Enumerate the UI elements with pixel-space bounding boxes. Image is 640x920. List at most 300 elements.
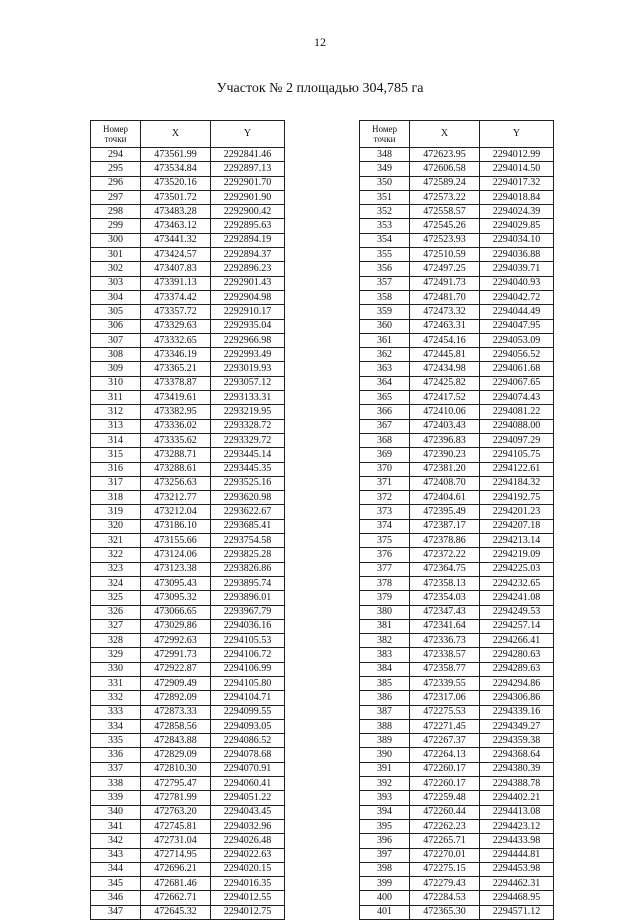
x-coordinate-cell: 473155.66 (141, 534, 211, 548)
point-number-cell: 385 (360, 676, 410, 690)
point-number-cell: 330 (91, 662, 141, 676)
y-coordinate-cell: 2294042.72 (480, 290, 554, 304)
table-row (91, 476, 285, 490)
x-coordinate-cell: 472267.37 (410, 734, 480, 748)
y-coordinate-cell: 2294056.52 (480, 348, 554, 362)
x-coordinate-cell: 473561.99 (141, 148, 211, 162)
table-row (91, 376, 285, 390)
point-number-cell: 298 (91, 205, 141, 219)
x-coordinate-cell: 472892.09 (141, 691, 211, 705)
point-number-cell: 343 (91, 848, 141, 862)
x-coordinate-cell: 472262.23 (410, 819, 480, 833)
y-coordinate-cell: 2294024.39 (480, 205, 554, 219)
point-number-cell: 370 (360, 462, 410, 476)
y-coordinate-cell: 2294213.14 (480, 534, 554, 548)
point-number-cell: 309 (91, 362, 141, 376)
y-coordinate-cell: 2293133.31 (211, 391, 285, 405)
x-coordinate-cell: 472463.31 (410, 319, 480, 333)
y-coordinate-cell: 2294047.95 (480, 319, 554, 333)
x-coordinate-cell: 472781.99 (141, 791, 211, 805)
point-number-cell: 367 (360, 419, 410, 433)
table-row (91, 290, 285, 304)
x-coordinate-cell: 473483.28 (141, 205, 211, 219)
y-coordinate-cell: 2294032.96 (211, 819, 285, 833)
y-coordinate-cell: 2294453.98 (480, 862, 554, 876)
y-coordinate-cell: 2294444.81 (480, 848, 554, 862)
x-coordinate-cell: 473391.13 (141, 276, 211, 290)
y-coordinate-cell: 2294078.68 (211, 748, 285, 762)
x-coordinate-cell: 472341.64 (410, 619, 480, 633)
x-coordinate-cell: 473501.72 (141, 190, 211, 204)
x-coordinate-cell: 472358.13 (410, 576, 480, 590)
point-number-cell: 394 (360, 805, 410, 819)
y-coordinate-cell: 2294106.72 (211, 648, 285, 662)
point-number-cell: 323 (91, 562, 141, 576)
point-number-cell: 379 (360, 591, 410, 605)
table-row (91, 634, 285, 648)
point-number-cell: 368 (360, 433, 410, 447)
table-row (91, 462, 285, 476)
point-number-cell: 319 (91, 505, 141, 519)
point-number-cell: 373 (360, 505, 410, 519)
point-number-cell: 355 (360, 248, 410, 262)
y-coordinate-cell: 2294012.99 (480, 148, 554, 162)
x-coordinate-cell: 472731.04 (141, 834, 211, 848)
point-number-cell: 324 (91, 576, 141, 590)
x-coordinate-cell: 472339.55 (410, 676, 480, 690)
table-row (360, 491, 554, 505)
y-coordinate-cell: 2294012.75 (211, 905, 285, 919)
x-coordinate-cell: 472396.83 (410, 433, 480, 447)
y-coordinate-cell: 2293896.01 (211, 591, 285, 605)
table-row (360, 891, 554, 905)
table-row (91, 576, 285, 590)
x-coordinate-cell: 472497.25 (410, 262, 480, 276)
x-coordinate-cell: 472259.48 (410, 791, 480, 805)
x-coordinate-cell: 472408.70 (410, 476, 480, 490)
point-number-cell: 366 (360, 405, 410, 419)
x-coordinate-cell: 472445.81 (410, 348, 480, 362)
y-coordinate-cell: 2294380.39 (480, 762, 554, 776)
y-coordinate-cell: 2294097.29 (480, 433, 554, 447)
x-coordinate-cell: 473534.84 (141, 162, 211, 176)
table-row (91, 862, 285, 876)
y-coordinate-cell: 2294088.00 (480, 419, 554, 433)
x-coordinate-cell: 472270.01 (410, 848, 480, 862)
x-coordinate-cell: 473288.71 (141, 448, 211, 462)
y-coordinate-cell: 2294043.45 (211, 805, 285, 819)
table-header-row (360, 121, 554, 148)
table-row (91, 262, 285, 276)
y-coordinate-cell: 2294339.16 (480, 705, 554, 719)
x-coordinate-cell: 472589.24 (410, 176, 480, 190)
x-coordinate-cell: 472336.73 (410, 634, 480, 648)
table-row (91, 419, 285, 433)
x-coordinate-cell: 472909.49 (141, 676, 211, 690)
table-row (360, 805, 554, 819)
point-number-cell: 322 (91, 548, 141, 562)
x-coordinate-cell: 472387.17 (410, 519, 480, 533)
x-coordinate-cell: 472410.06 (410, 405, 480, 419)
table-row (91, 233, 285, 247)
y-coordinate-cell: 2294571.12 (480, 905, 554, 919)
point-number-cell: 333 (91, 705, 141, 719)
x-coordinate-cell: 472481.70 (410, 290, 480, 304)
point-number-cell: 391 (360, 762, 410, 776)
table-row (360, 462, 554, 476)
point-number-cell: 348 (360, 148, 410, 162)
point-number-cell: 312 (91, 405, 141, 419)
x-coordinate-cell: 472991.73 (141, 648, 211, 662)
y-coordinate-cell: 2294433.98 (480, 834, 554, 848)
x-coordinate-cell: 472922.87 (141, 662, 211, 676)
point-number-cell: 347 (91, 905, 141, 919)
y-coordinate-cell: 2294266.41 (480, 634, 554, 648)
table-row (91, 162, 285, 176)
x-coordinate-cell: 472271.45 (410, 719, 480, 733)
point-number-cell: 351 (360, 190, 410, 204)
y-coordinate-cell: 2293019.93 (211, 362, 285, 376)
x-coordinate-cell: 472763.20 (141, 805, 211, 819)
y-coordinate-cell: 2294368.64 (480, 748, 554, 762)
y-coordinate-cell: 2294099.55 (211, 705, 285, 719)
table-row (360, 591, 554, 605)
x-coordinate-cell: 473463.12 (141, 219, 211, 233)
y-coordinate-cell: 2294462.31 (480, 877, 554, 891)
point-number-cell: 396 (360, 834, 410, 848)
table-row (360, 719, 554, 733)
x-coordinate-cell: 473407.83 (141, 262, 211, 276)
point-number-cell: 308 (91, 348, 141, 362)
x-coordinate-cell: 473124.06 (141, 548, 211, 562)
point-number-cell: 306 (91, 319, 141, 333)
table-row (91, 405, 285, 419)
x-coordinate-cell: 472606.58 (410, 162, 480, 176)
point-number-cell: 393 (360, 791, 410, 805)
x-coordinate-cell: 472317.06 (410, 691, 480, 705)
x-coordinate-cell: 473256.63 (141, 476, 211, 490)
table-row (91, 190, 285, 204)
point-number-cell: 310 (91, 376, 141, 390)
header-point-number (91, 121, 141, 148)
table-row (91, 433, 285, 447)
y-coordinate-cell: 2294201.23 (480, 505, 554, 519)
point-number-cell: 296 (91, 176, 141, 190)
y-coordinate-cell: 2294225.03 (480, 562, 554, 576)
x-coordinate-cell: 472681.46 (141, 877, 211, 891)
x-coordinate-cell: 472623.95 (410, 148, 480, 162)
table-row (91, 705, 285, 719)
point-number-cell: 313 (91, 419, 141, 433)
x-coordinate-cell: 472358.77 (410, 662, 480, 676)
table-row (360, 333, 554, 347)
point-number-cell: 369 (360, 448, 410, 462)
point-number-cell: 354 (360, 233, 410, 247)
y-coordinate-cell: 2294051.22 (211, 791, 285, 805)
x-coordinate-cell: 472260.17 (410, 777, 480, 791)
table-row (360, 319, 554, 333)
y-coordinate-cell: 2294468.95 (480, 891, 554, 905)
x-coordinate-cell: 473378.87 (141, 376, 211, 390)
x-coordinate-cell: 472662.71 (141, 891, 211, 905)
point-number-cell: 386 (360, 691, 410, 705)
y-coordinate-cell: 2294022.63 (211, 848, 285, 862)
point-number-cell: 363 (360, 362, 410, 376)
table-row (360, 233, 554, 247)
point-number-cell: 340 (91, 805, 141, 819)
y-coordinate-cell: 2294402.21 (480, 791, 554, 805)
table-row (91, 762, 285, 776)
y-coordinate-cell: 2292897.13 (211, 162, 285, 176)
table-row (360, 519, 554, 533)
point-number-cell: 331 (91, 676, 141, 690)
table-row (360, 534, 554, 548)
y-coordinate-cell: 2293622.67 (211, 505, 285, 519)
table-row (91, 834, 285, 848)
y-coordinate-cell: 2293685.41 (211, 519, 285, 533)
y-coordinate-cell: 2294036.88 (480, 248, 554, 262)
x-coordinate-cell: 473095.43 (141, 576, 211, 590)
point-number-cell: 360 (360, 319, 410, 333)
x-coordinate-cell: 472381.20 (410, 462, 480, 476)
y-coordinate-cell: 2294034.10 (480, 233, 554, 247)
table-row (91, 519, 285, 533)
y-coordinate-cell: 2292894.37 (211, 248, 285, 262)
header-y: Y (480, 121, 554, 148)
point-number-cell: 389 (360, 734, 410, 748)
x-coordinate-cell: 472696.21 (141, 862, 211, 876)
table-row (360, 476, 554, 490)
table-row (91, 176, 285, 190)
point-number-cell: 329 (91, 648, 141, 662)
table-row (91, 777, 285, 791)
table-row (91, 505, 285, 519)
y-coordinate-cell: 2294053.09 (480, 333, 554, 347)
point-number-cell: 338 (91, 777, 141, 791)
table-row (91, 219, 285, 233)
x-coordinate-cell: 473095.32 (141, 591, 211, 605)
table-row (91, 333, 285, 347)
table-row (360, 834, 554, 848)
y-coordinate-cell: 2294093.05 (211, 719, 285, 733)
point-number-cell: 339 (91, 791, 141, 805)
x-coordinate-cell: 472714.95 (141, 848, 211, 862)
point-number-cell: 372 (360, 491, 410, 505)
point-number-cell: 299 (91, 219, 141, 233)
table-row (91, 676, 285, 690)
table-row (360, 848, 554, 862)
table-row (360, 877, 554, 891)
table-row (91, 491, 285, 505)
y-coordinate-cell: 2293967.79 (211, 605, 285, 619)
point-number-cell: 317 (91, 476, 141, 490)
table-row (360, 762, 554, 776)
x-coordinate-cell: 473365.21 (141, 362, 211, 376)
table-row (360, 148, 554, 162)
y-coordinate-cell: 2294232.65 (480, 576, 554, 590)
y-coordinate-cell: 2294219.09 (480, 548, 554, 562)
y-coordinate-cell: 2294241.08 (480, 591, 554, 605)
point-number-cell: 371 (360, 476, 410, 490)
x-coordinate-cell: 473419.61 (141, 391, 211, 405)
table-row (91, 619, 285, 633)
table-row (91, 319, 285, 333)
point-number-cell: 353 (360, 219, 410, 233)
header-point-line2: точки (373, 134, 396, 144)
point-number-cell: 365 (360, 391, 410, 405)
point-number-cell: 346 (91, 891, 141, 905)
table-row (91, 734, 285, 748)
y-coordinate-cell: 2294040.93 (480, 276, 554, 290)
x-coordinate-cell: 473029.86 (141, 619, 211, 633)
point-number-cell: 295 (91, 162, 141, 176)
x-coordinate-cell: 472810.30 (141, 762, 211, 776)
y-coordinate-cell: 2293826.86 (211, 562, 285, 576)
y-coordinate-cell: 2294067.65 (480, 376, 554, 390)
table-row (91, 748, 285, 762)
point-number-cell: 397 (360, 848, 410, 862)
point-number-cell: 334 (91, 719, 141, 733)
x-coordinate-cell: 472265.71 (410, 834, 480, 848)
y-coordinate-cell: 2292910.17 (211, 305, 285, 319)
x-coordinate-cell: 472829.09 (141, 748, 211, 762)
y-coordinate-cell: 2292894.19 (211, 233, 285, 247)
table-row (91, 691, 285, 705)
point-number-cell: 341 (91, 819, 141, 833)
point-number-cell: 328 (91, 634, 141, 648)
y-coordinate-cell: 2294105.53 (211, 634, 285, 648)
coordinates-table-right (359, 120, 554, 920)
point-number-cell: 374 (360, 519, 410, 533)
point-number-cell: 305 (91, 305, 141, 319)
point-number-cell: 344 (91, 862, 141, 876)
x-coordinate-cell: 472858.56 (141, 719, 211, 733)
point-number-cell: 318 (91, 491, 141, 505)
point-number-cell: 320 (91, 519, 141, 533)
y-coordinate-cell: 2292901.43 (211, 276, 285, 290)
table-row (360, 248, 554, 262)
x-coordinate-cell: 473329.63 (141, 319, 211, 333)
header-y: Y (211, 121, 285, 148)
table-row (360, 791, 554, 805)
table-row (360, 819, 554, 833)
point-number-cell: 302 (91, 262, 141, 276)
y-coordinate-cell: 2293754.58 (211, 534, 285, 548)
table-row (360, 576, 554, 590)
table-row (360, 262, 554, 276)
x-coordinate-cell: 472417.52 (410, 391, 480, 405)
table-row (91, 205, 285, 219)
y-coordinate-cell: 2293057.12 (211, 376, 285, 390)
x-coordinate-cell: 473441.32 (141, 233, 211, 247)
table-row (360, 448, 554, 462)
table-row (360, 290, 554, 304)
point-number-cell: 392 (360, 777, 410, 791)
x-coordinate-cell: 472745.81 (141, 819, 211, 833)
y-coordinate-cell: 2294289.63 (480, 662, 554, 676)
point-number-cell: 398 (360, 862, 410, 876)
y-coordinate-cell: 2292900.42 (211, 205, 285, 219)
point-number-cell: 311 (91, 391, 141, 405)
x-coordinate-cell: 472275.53 (410, 705, 480, 719)
table-row (91, 591, 285, 605)
y-coordinate-cell: 2294060.41 (211, 777, 285, 791)
header-point-line1: Номер (371, 124, 398, 134)
x-coordinate-cell: 473335.62 (141, 433, 211, 447)
point-number-cell: 388 (360, 719, 410, 733)
y-coordinate-cell: 2294105.80 (211, 676, 285, 690)
y-coordinate-cell: 2293895.74 (211, 576, 285, 590)
y-coordinate-cell: 2294207.18 (480, 519, 554, 533)
y-coordinate-cell: 2294257.14 (480, 619, 554, 633)
y-coordinate-cell: 2294081.22 (480, 405, 554, 419)
point-number-cell: 301 (91, 248, 141, 262)
x-coordinate-cell: 472473.32 (410, 305, 480, 319)
y-coordinate-cell: 2294061.68 (480, 362, 554, 376)
y-coordinate-cell: 2294036.16 (211, 619, 285, 633)
page-number: 12 (314, 35, 326, 49)
y-coordinate-cell: 2294018.84 (480, 190, 554, 204)
table-row (91, 534, 285, 548)
table-row (91, 391, 285, 405)
header-x: X (410, 121, 480, 148)
table-row (91, 719, 285, 733)
point-number-cell: 362 (360, 348, 410, 362)
table-row (91, 848, 285, 862)
y-coordinate-cell: 2293620.98 (211, 491, 285, 505)
y-coordinate-cell: 2294122.61 (480, 462, 554, 476)
table-row (91, 877, 285, 891)
y-coordinate-cell: 2294359.38 (480, 734, 554, 748)
table-row (91, 605, 285, 619)
point-number-cell: 326 (91, 605, 141, 619)
x-coordinate-cell: 472260.44 (410, 805, 480, 819)
y-coordinate-cell: 2292935.04 (211, 319, 285, 333)
point-number-cell: 361 (360, 333, 410, 347)
x-coordinate-cell: 472365.30 (410, 905, 480, 919)
table-row (360, 190, 554, 204)
x-coordinate-cell: 472403.43 (410, 419, 480, 433)
y-coordinate-cell: 2294014.50 (480, 162, 554, 176)
y-coordinate-cell: 2294104.71 (211, 691, 285, 705)
y-coordinate-cell: 2294017.32 (480, 176, 554, 190)
y-coordinate-cell: 2294294.86 (480, 676, 554, 690)
point-number-cell: 364 (360, 376, 410, 390)
table-row (91, 891, 285, 905)
x-coordinate-cell: 472454.16 (410, 333, 480, 347)
x-coordinate-cell: 472275.15 (410, 862, 480, 876)
x-coordinate-cell: 472260.17 (410, 762, 480, 776)
table-row (360, 662, 554, 676)
table-row (360, 391, 554, 405)
coordinates-table-left (90, 120, 285, 920)
point-number-cell: 382 (360, 634, 410, 648)
x-coordinate-cell: 472264.13 (410, 748, 480, 762)
y-coordinate-cell: 2294106.99 (211, 662, 285, 676)
table-row (360, 219, 554, 233)
point-number-cell: 337 (91, 762, 141, 776)
x-coordinate-cell: 473066.65 (141, 605, 211, 619)
point-number-cell: 336 (91, 748, 141, 762)
y-coordinate-cell: 2294026.48 (211, 834, 285, 848)
point-number-cell: 352 (360, 205, 410, 219)
y-coordinate-cell: 2292966.98 (211, 333, 285, 347)
header-x: X (141, 121, 211, 148)
table-header-row (91, 121, 285, 148)
y-coordinate-cell: 2294016.35 (211, 877, 285, 891)
point-number-cell: 387 (360, 705, 410, 719)
point-number-cell: 315 (91, 448, 141, 462)
